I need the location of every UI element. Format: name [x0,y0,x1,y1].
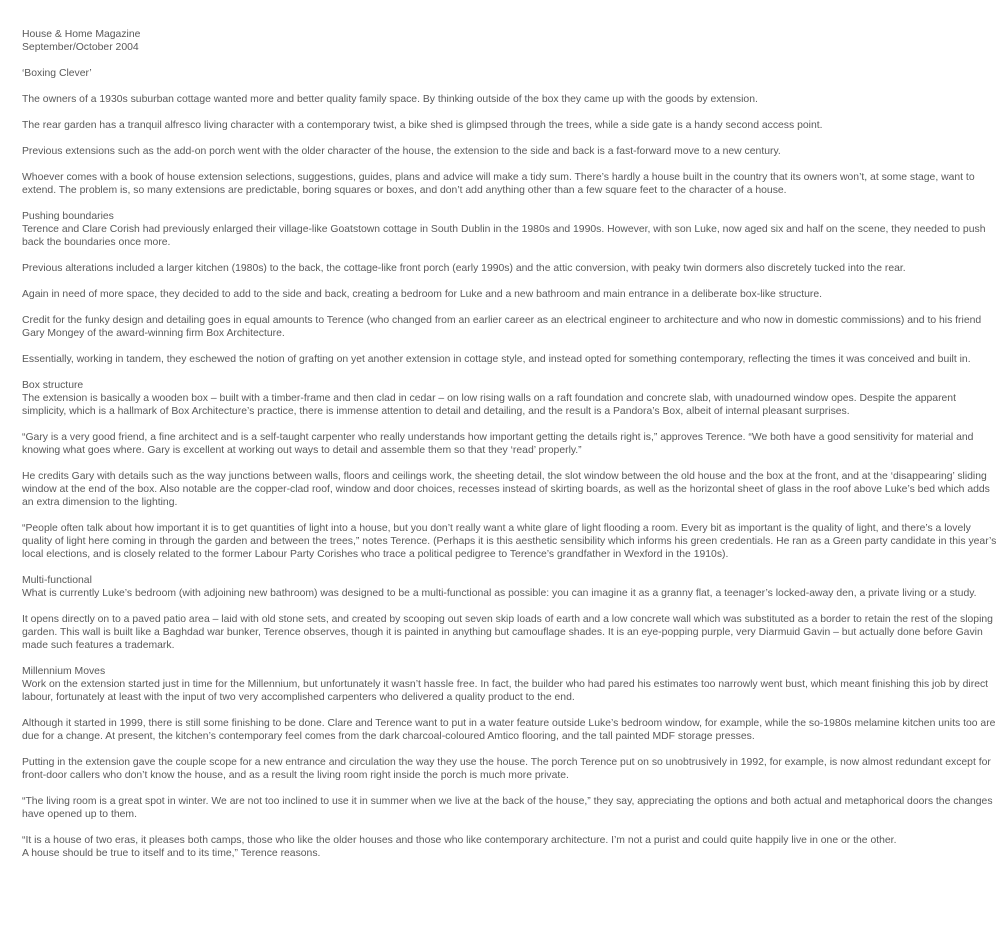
section-heading: Multi-functional [22,575,92,586]
paragraph-text: What is currently Luke’s bedroom (with adjoining new bathroom) was designed to be a multi-functional as possible: you can imagine it as a granny flat, a teenager’s locked-away den, a private living or a study. [22,588,977,599]
article-page [22,28,997,873]
section-heading: Box structure [22,380,84,391]
section-heading: Millennium Moves [22,666,106,677]
closing-quote-line: A house should be true to itself and to its time,” Terence reasons. [22,848,321,859]
paragraph: The owners of a 1930s suburban cottage wanted more and better quality family space. By thinking outside of the box they came up with the goods by extension. [22,94,758,105]
issue-date: September/October 2004 [22,42,139,53]
paragraph: Again in need of more space, they decided to add to the side and back, creating a bedroom for Luke and a new bathroom and main entrance in a deliberate box-like structure. [22,289,822,300]
section-heading: Pushing boundaries [22,211,114,222]
paragraph: Although it started in 1999, there is still some finishing to be done. Clare and Terence want to put in a water feature outside Luke’s bedroom window, for example, while the so-1980s melamine kitchen units too are due for a change. At present, the kitchen’s contemporary feel comes from the dark charcoal-coloured Amtico flooring, and the tall painted MDF storage presses. [22,718,996,742]
paragraph-text: The extension is basically a wooden box – built with a timber-frame and then clad in cedar – on low rising walls on a raft foundation and concrete slab, with unadourned window opes. Despite the apparent simplicity, which is a hallmark of Box Architecture’s practice, there is immense attention to detail and detailing, and the result is a Pandora’s Box, albeit of internal pleasant surprises. [22,393,956,417]
closing-quote-line: “It is a house of two eras, it pleases both camps, those who like the older houses and those who like contemporary architecture. I’m not a purist and could quite happily live in one or the other. [22,835,897,846]
paragraph: Whoever comes with a book of house extension selections, suggestions, guides, plans and advice will make a tidy sum. There’s hardly a house built in the country that its owners won’t, at some stage, want to extend. The problem is, so many extensions are predictable, boring squares or boxes, and don’t add anything other than a few square feet to the character of a house. [22,172,975,196]
paragraph: “People often talk about how important it is to get quantities of light into a house, but you don’t really want a white glare of light flooding a room. Every bit as important is the quality of light, and there’s a lovely quality of light here coming in through the garden and between the trees,” notes Terence. (Perhaps it is this aesthetic sensibility which informs his green credentials. He ran as a Green party candidate in this year’s local elections, and is closely related to the former Labour Party Corishes who trace a political pedigree to Terence’s grandfather in Wexford in the 1910s). [22,523,997,560]
publication-name: House & Home Magazine [22,29,141,40]
closing-quote [22,834,997,860]
paragraph: Previous extensions such as the add-on porch went with the older character of the house, the extension to the side and back is a fast-forward move to a new century. [22,146,781,157]
article-title: ‘Boxing Clever’ [22,68,92,79]
section-multi-functional [22,574,997,600]
section-millennium-moves [22,665,997,704]
paragraph: Credit for the funky design and detailing goes in equal amounts to Terence (who changed from an earlier career as an electrical engineer to architecture and who now in domestic commissions) and to his friend Gary Mongey of the award-winning firm Box Architecture. [22,315,982,339]
paragraph-text: Terence and Clare Corish had previously enlarged their village-like Goatstown cottage in South Dublin in the 1980s and 1990s. However, with son Luke, now aged six and half on the scene, they needed to push back the boundaries once more. [22,224,986,248]
section-box-structure [22,379,997,418]
paragraph: Essentially, working in tandem, they eschewed the notion of grafting on yet another extension in cottage style, and instead opted for something contemporary, reflecting the times it was conceived and built in. [22,354,971,365]
paragraph-text: Work on the extension started just in time for the Millennium, but unfortunately it wasn’t hassle free. In fact, the builder who had pared his estimates too narrowly went bust, which meant finishing this job by direct labour, fortunately at least with the input of two very accomplished carpenters who delivered a quality product to the end. [22,679,989,703]
section-pushing-boundaries [22,210,997,249]
paragraph: Previous alterations included a larger kitchen (1980s) to the back, the cottage-like front porch (early 1990s) and the attic conversion, with peaky twin dormers also discretely tucked into the rear. [22,263,906,274]
paragraph: It opens directly on to a paved patio area – laid with old stone sets, and created by scooping out seven skip loads of earth and a low concrete wall which was substituted as a border to retain the rest of the sloping garden. This wall is built like a Baghdad war bunker, Terence observes, though it is painted in anything but camouflage shades. It is an eye-popping purple, very Diarmuid Gavin – but actually done before Gavin made such features a trademark. [22,614,993,651]
paragraph: “The living room is a great spot in winter. We are not too inclined to use it in summer when we live at the back of the house,” they say, appreciating the options and both actual and metaphorical doors the changes have opened up to them. [22,796,993,820]
paragraph: “Gary is a very good friend, a fine architect and is a self-taught carpenter who really understands how important getting the details right is,” approves Terence. “We both have a good sensitivity for material and knowing what goes where. Gary is excellent at working out ways to detail and assemble them so that they ‘read’ properly.” [22,432,974,456]
paragraph: The rear garden has a tranquil alfresco living character with a contemporary twist, a bike shed is glimpsed through the trees, while a side gate is a handy second access point. [22,120,823,131]
paragraph: Putting in the extension gave the couple scope for a new entrance and circulation the way they use the house. The porch Terence put on so unobtrusively in 1992, for example, is now almost redundant except for front-door callers who don’t know the house, and as a result the living room right inside the porch is much more private. [22,757,991,781]
publication-header [22,28,997,54]
paragraph: He credits Gary with details such as the way junctions between walls, floors and ceilings work, the sheeting detail, the slot window between the old house and the box at the front, and at the ‘disappearing’ sliding window at the end of the box. Also notable are the copper-clad roof, window and door choices, recesses instead of skirting boards, as well as the horizontal sheet of glass in the roof above Luke’s bed which adds an extra dimension to the lighting. [22,471,990,508]
